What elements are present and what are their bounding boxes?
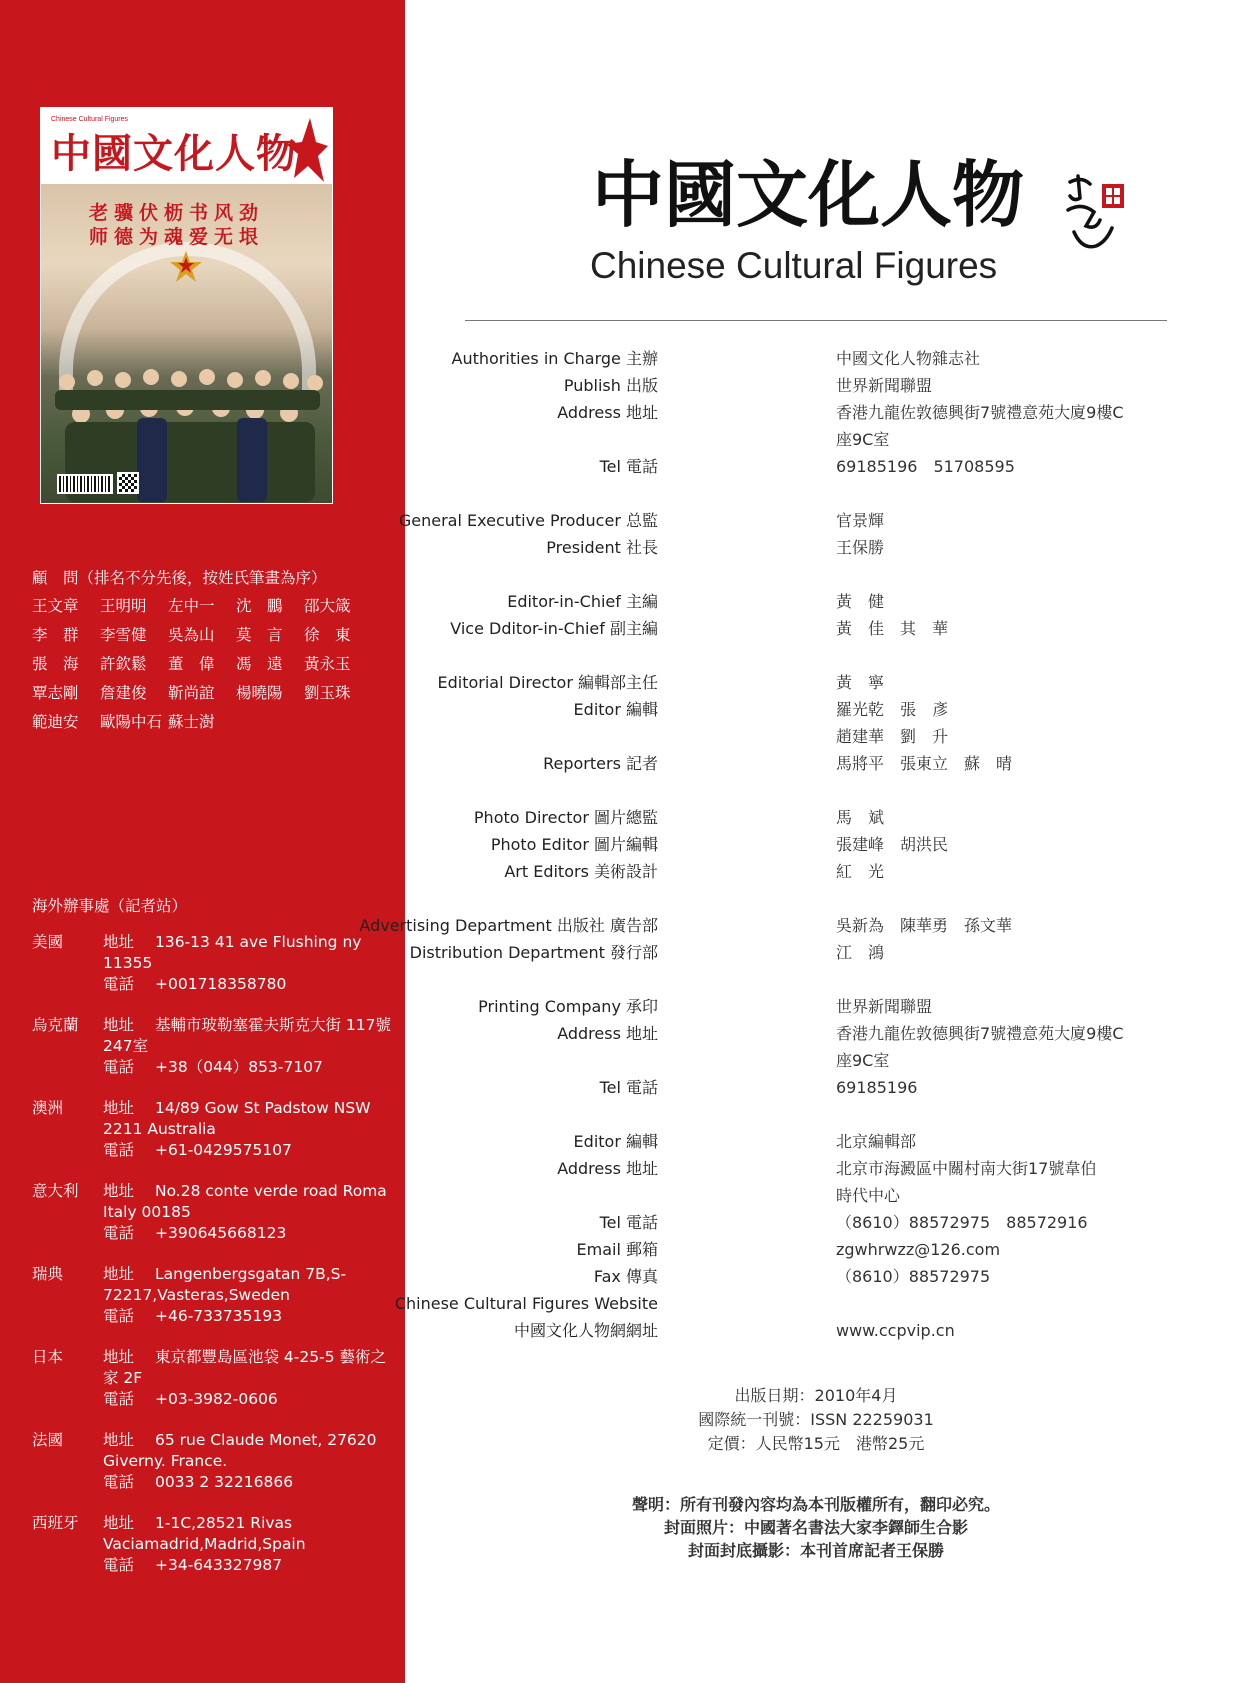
- office-tel: 0033 2 32216866: [155, 1473, 294, 1491]
- office-tel: +390645668123: [155, 1224, 287, 1242]
- pubinfo-line: 定價：人民幣15元 港幣25元: [707, 1434, 925, 1453]
- office-country: 烏克蘭: [32, 1016, 79, 1034]
- credit-value: 江 鴻: [836, 943, 885, 962]
- advisor-name: 馮 遠: [236, 655, 283, 673]
- credit-value: 69185196: [836, 1078, 918, 1097]
- credit-value: 紅 光: [836, 862, 885, 881]
- credit-label: Vice Dditor-in-Chief 副主編: [450, 619, 658, 638]
- advisors-heading: 顧 問（排名不分先後，按姓氏筆畫為序）: [32, 569, 327, 587]
- office-details: [103, 1015, 395, 1078]
- credit-value: 趙建華 劉 升: [836, 727, 949, 746]
- credit-value: （8610）88572975: [836, 1267, 991, 1286]
- credit-label: Reporters 記者: [543, 754, 658, 773]
- credit-label: Address 地址: [557, 1024, 658, 1043]
- credit-label: Photo Editor 圖片編輯: [490, 835, 658, 854]
- credit-row: [465, 696, 1185, 723]
- credit-row: [465, 1074, 1185, 1101]
- address-label: 地址: [103, 1099, 135, 1117]
- credit-row: [409, 939, 1185, 966]
- cover-small-title: Chinese Cultural Figures: [51, 116, 129, 123]
- address-label: 地址: [103, 1348, 135, 1366]
- credit-label: Tel 電話: [599, 1213, 658, 1232]
- credit-row: [451, 345, 1185, 372]
- credit-row: [465, 426, 1185, 453]
- advisor-name: 左中一: [168, 597, 215, 615]
- address-label: 地址: [103, 1016, 135, 1034]
- credit-row: [465, 804, 1185, 831]
- offices-heading: 海外辦事處（記者站）: [32, 897, 188, 915]
- credit-value: 官景輝: [836, 511, 885, 530]
- advisor-name: 沈 鵬: [236, 597, 283, 615]
- credit-row: [465, 453, 1185, 480]
- office-tel: +03-3982-0606: [155, 1390, 278, 1408]
- office-details: [103, 1513, 395, 1576]
- credit-label: Fax 傳真: [593, 1267, 658, 1286]
- advisor-name: 歐陽中石: [100, 713, 163, 731]
- credit-row: [437, 669, 1185, 696]
- credit-value: 座9C室: [836, 430, 890, 449]
- office-address: 14/89 Gow St Padstow NSW 2211 Australia: [103, 1099, 371, 1138]
- credit-row: [465, 588, 1185, 615]
- credit-value: 羅光乾 張 彥: [836, 700, 949, 719]
- masthead-title-cn: 中國文化人物: [592, 152, 1025, 237]
- publication-info: [465, 1384, 1167, 1456]
- office-country: 法國: [32, 1431, 64, 1449]
- office-details: [103, 1098, 395, 1161]
- advisor-name: 邵大箴: [304, 597, 351, 615]
- credit-row: [465, 1182, 1185, 1209]
- credit-label: Tel 電話: [599, 457, 658, 476]
- credit-value: 馬將平 張東立 蘇 晴: [836, 754, 1013, 773]
- divider: [465, 320, 1167, 321]
- office-country: 意大利: [32, 1182, 79, 1200]
- cover-masthead: [41, 108, 333, 184]
- tel-label: 電話: [103, 975, 135, 993]
- advisor-name: 許欽鬆: [100, 655, 147, 673]
- credit-row: [465, 1155, 1185, 1182]
- office-country: 西班牙: [32, 1514, 79, 1532]
- credit-row: [359, 912, 1185, 939]
- credit-value: 王保勝: [836, 538, 885, 557]
- office-address: 1-1C,28521 Rivas Vaciamadrid,Madrid,Spain: [103, 1514, 306, 1553]
- credit-row: [465, 1128, 1185, 1155]
- cover-headline-2: 师德为魂爱无垠: [89, 226, 265, 248]
- advisor-name: 靳尚誼: [168, 684, 215, 702]
- credit-value: 吳新為 陳華勇 孫文華: [836, 916, 1013, 935]
- office-tel: +46-733735193: [155, 1307, 283, 1325]
- office-country: 澳洲: [32, 1099, 64, 1117]
- advisor-name: 王明明: [100, 597, 147, 615]
- office-details: [103, 1430, 395, 1493]
- credit-label: Email 郵箱: [576, 1240, 658, 1259]
- cover-image: [40, 107, 333, 504]
- credit-row: [465, 831, 1185, 858]
- tel-label: 電話: [103, 1556, 135, 1574]
- advisor-name: 蘇士澍: [168, 713, 215, 731]
- credit-row: [465, 1317, 1185, 1344]
- tel-label: 電話: [103, 1141, 135, 1159]
- address-label: 地址: [103, 1514, 135, 1532]
- credit-label: Address 地址: [557, 1159, 658, 1178]
- advisor-name: 李雪健: [100, 626, 147, 644]
- calligraphy-signature: [1060, 170, 1130, 260]
- credit-row: [465, 750, 1185, 777]
- credit-label: Editorial Director 編輯部主任: [437, 673, 658, 692]
- credit-label: President 社長: [546, 538, 658, 557]
- credit-label: Editor 編輯: [573, 1132, 658, 1151]
- address-label: 地址: [103, 1265, 135, 1283]
- credit-value: 時代中心: [836, 1186, 901, 1205]
- office-details: [103, 932, 395, 995]
- credit-value: 座9C室: [836, 1051, 890, 1070]
- credit-row: [465, 534, 1185, 561]
- office-address: No.28 conte verde road Roma Italy 00185: [103, 1182, 387, 1221]
- credit-row: [465, 1236, 1185, 1263]
- pubinfo-line: 國際統一刊號：ISSN 22259031: [698, 1410, 934, 1429]
- credit-row: [465, 1020, 1185, 1047]
- office-address: Langenbergsgatan 7B,S-72217,Vasteras,Sweden: [103, 1265, 347, 1304]
- credit-row: [465, 993, 1185, 1020]
- notice-line: 封面封底攝影：本刊首席記者王保勝: [687, 1541, 944, 1560]
- copyright-notice: [465, 1493, 1167, 1562]
- credit-label: Editor 編輯: [573, 700, 658, 719]
- tel-label: 電話: [103, 1224, 135, 1242]
- advisor-name: 莫 言: [236, 626, 283, 644]
- credit-row: [394, 1290, 1185, 1317]
- address-label: 地址: [103, 933, 135, 951]
- credit-value: 中國文化人物雜志社: [836, 349, 981, 368]
- credit-label: Chinese Cultural Figures Website: [394, 1294, 658, 1313]
- address-label: 地址: [103, 1182, 135, 1200]
- office-tel: +34-643327987: [155, 1556, 283, 1574]
- credit-value: 69185196 51708595: [836, 457, 1015, 476]
- address-label: 地址: [103, 1431, 135, 1449]
- office-address: 東京都豐島區池袋 4-25-5 藝術之家 2F: [103, 1348, 386, 1387]
- credit-value: 世界新聞聯盟: [836, 997, 933, 1016]
- credit-label: Distribution Department 發行部: [409, 943, 658, 962]
- notice-line: 封面照片：中國著名書法大家李鐸師生合影: [663, 1518, 968, 1537]
- advisor-name: 黃永玉: [304, 655, 351, 673]
- credit-row: [465, 372, 1185, 399]
- credit-row: [465, 858, 1185, 885]
- sidebar: [0, 0, 405, 1683]
- cover-title: 中國文化人物: [51, 130, 297, 177]
- advisor-name: 張 海: [32, 655, 79, 673]
- office-tel: +38（044）853-7107: [155, 1058, 323, 1076]
- credit-row: [465, 1047, 1185, 1074]
- advisor-name: 覃志剛: [32, 684, 79, 702]
- tel-label: 電話: [103, 1473, 135, 1491]
- advisor-name: 劉玉珠: [304, 684, 351, 702]
- office-details: [103, 1347, 395, 1410]
- office-tel: +001718358780: [155, 975, 287, 993]
- credit-label: Tel 電話: [599, 1078, 658, 1097]
- advisor-name: 楊曉陽: [236, 684, 283, 702]
- credit-value: 世界新聞聯盟: [836, 376, 933, 395]
- advisor-name: 徐 東: [304, 626, 351, 644]
- credit-value: 黃 佳 其 華: [836, 619, 949, 638]
- qr-code: [117, 472, 139, 494]
- office-tel: +61-0429575107: [155, 1141, 292, 1159]
- masthead-title-en: Chinese Cultural Figures: [590, 245, 998, 286]
- office-address: 基輔市玻勒塞霍夫斯克大街 117號 247室: [103, 1016, 392, 1055]
- credit-label: Authorities in Charge 主辦: [451, 349, 658, 368]
- office-country: 日本: [32, 1348, 64, 1366]
- advisor-name: 董 偉: [168, 655, 215, 673]
- credit-label: Editor-in-Chief 主編: [507, 592, 658, 611]
- credit-value: 張建峰 胡洪民: [836, 835, 949, 854]
- office-address: 136-13 41 ave Flushing ny 11355: [103, 933, 362, 972]
- office-address: 65 rue Claude Monet, 27620 Giverny. France.: [103, 1431, 377, 1470]
- credit-value: 馬 斌: [836, 808, 885, 827]
- credit-label: Publish 出版: [563, 376, 658, 395]
- credit-value: www.ccpvip.cn: [836, 1321, 955, 1340]
- credit-label: Advertising Department 出版社 廣告部: [359, 916, 658, 935]
- advisor-name: 吳為山: [168, 626, 215, 644]
- tel-label: 電話: [103, 1058, 135, 1076]
- credit-value: 黃 健: [836, 592, 885, 611]
- credit-value: 北京市海澱區中關村南大街17號韋伯: [836, 1159, 1097, 1178]
- barcode: [57, 474, 113, 494]
- notice-line: 聲明：所有刊發內容均為本刊版權所有，翻印必究。: [631, 1495, 1000, 1514]
- army-star-icon: [169, 250, 203, 284]
- credit-value: 黃 寧: [836, 673, 885, 692]
- credit-value: 香港九龍佐敦德興街7號禮意苑大廈9樓C: [836, 403, 1124, 422]
- advisor-name: 王文章: [32, 597, 79, 615]
- credit-label: Printing Company 承印: [478, 997, 658, 1016]
- pubinfo-line: 出版日期：2010年4月: [734, 1386, 898, 1405]
- advisors-list: [32, 596, 372, 732]
- credit-row: [465, 1263, 1185, 1290]
- advisor-name: 詹建俊: [100, 684, 147, 702]
- office-details: [103, 1181, 395, 1244]
- advisor-name: 範迪安: [32, 713, 79, 731]
- tel-label: 電話: [103, 1307, 135, 1325]
- credit-label: Photo Director 圖片總監: [473, 808, 658, 827]
- credit-value: zgwhrwzz@126.com: [836, 1240, 1001, 1259]
- credit-label: Art Editors 美術設計: [504, 862, 658, 881]
- credit-row: [398, 507, 1185, 534]
- credit-value: 香港九龍佐敦德興街7號禮意苑大廈9樓C: [836, 1024, 1124, 1043]
- office-country: 美國: [32, 933, 64, 951]
- credit-row: [465, 1209, 1185, 1236]
- office-details: [103, 1264, 395, 1327]
- credit-row: [465, 399, 1185, 426]
- credit-value: （8610）88572975 88572916: [836, 1213, 1088, 1232]
- tel-label: 電話: [103, 1390, 135, 1408]
- cover-headline-1: 老骥伏枥书风劲: [89, 202, 265, 224]
- credit-label: General Executive Producer 总監: [398, 511, 658, 530]
- office-country: 瑞典: [32, 1265, 64, 1283]
- credit-label: Address 地址: [557, 403, 658, 422]
- advisor-name: 李 群: [32, 626, 79, 644]
- cover-photo: [41, 184, 333, 504]
- credit-row: [465, 723, 1185, 750]
- credit-row: [450, 615, 1185, 642]
- credit-value: 北京編輯部: [836, 1132, 917, 1151]
- star-icon: [280, 112, 330, 184]
- credit-label: 中國文化人物網網址: [513, 1321, 658, 1340]
